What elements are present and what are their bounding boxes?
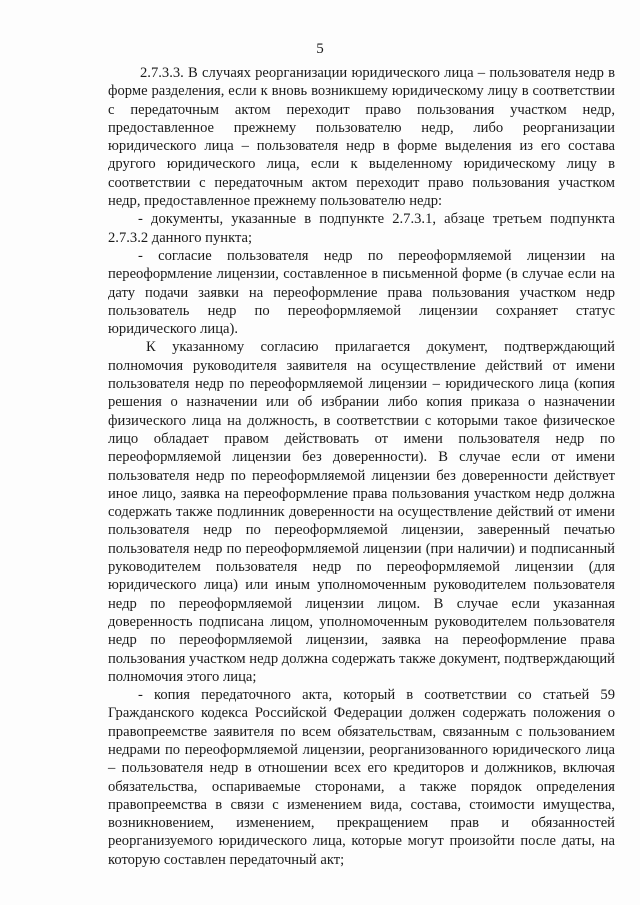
document-body <box>108 64 615 869</box>
paragraph-authority-document: К указанному согласию прилагается документ, подтверждающий полномочия руководителя заявителя на осуществление действий от имени пользователя недр по переоформляемой лицензии – юридического лица (копия решения о назначении или об избрании либо копия приказа о назначении физического лица на должность, в соответствии с которыми такое физическое лицо обладает правом действовать от имени пользователя недр по переоформляемой лицензии без доверенности). В случае если от имени пользователя недр по переоформляемой лицензии без доверенности действует иное лицо, заявка на переоформление права пользования участком недр должна содержать также подлинник доверенности на осуществление действий от имени пользователя недр по переоформляемой лицензии, заверенный печатью пользователя недр по переоформляемой лицензии (при наличии) и подписанный руководителем пользователя недр по переоформляемой лицензии (для юридического лица) или иным уполномоченным руководителем пользователя недр по переоформляемой лицензии лицом. В случае если указанная доверенность подписана лицом, уполномоченным руководителем пользователя недр по переоформляемой лицензии, заявка на переоформление права пользования участком недр должна содержать также документ, подтверждающий полномочия этого лица; <box>108 339 615 685</box>
list-item-transfer-act: - копия передаточного акта, который в соответствии со статьей 59 Гражданского кодекса Российской Федерации должен содержать положения о правопреемстве заявителя по всем обязательствам, связанным с пользованием недрами по переоформляемой лицензии, реорганизованного юридического лица – пользователя недр в отношении всех его кредиторов и должников, включая обязательства, оспариваемые сторонами, а также порядок определения правопреемства в связи с изменением вида, состава, стоимости имущества, возникновением, изменением, прекращением прав и обязанностей реорганизуемого юридического лица, которые могут произойти после даты, на которую составлен передаточный акт; <box>108 687 615 868</box>
list-item-documents: - документы, указанные в подпункте 2.7.3.1, абзаце третьем подпункта 2.7.3.2 данного пункта; <box>108 211 615 246</box>
list-item-consent: - согласие пользователя недр по переоформляемой лицензии на переоформление лицензии, составленное в письменной форме (в случае если на дату подачи заявки на переоформление права пользования участком недр пользователь недр по переоформляемой лицензии сохраняет статус юридического лица). <box>108 247 615 338</box>
paragraph-2-7-3-3: 2.7.3.3. В случаях реорганизации юридического лица – пользователя недр в форме разделения, если к вновь возникшему юридическому лицу в соответствии с передаточным актом переходит право пользования участком недр, предоставленное прежнему пользователю недр, либо реорганизации юридического лица – пользователя недр в форме выделения из его состава другого юридического лица, если к выделенному юридическому лицу в соответствии с передаточным актом переходит право пользования участком недр, предоставленное прежнему пользователю недр: <box>108 65 615 210</box>
page-number: 5 <box>316 41 324 57</box>
